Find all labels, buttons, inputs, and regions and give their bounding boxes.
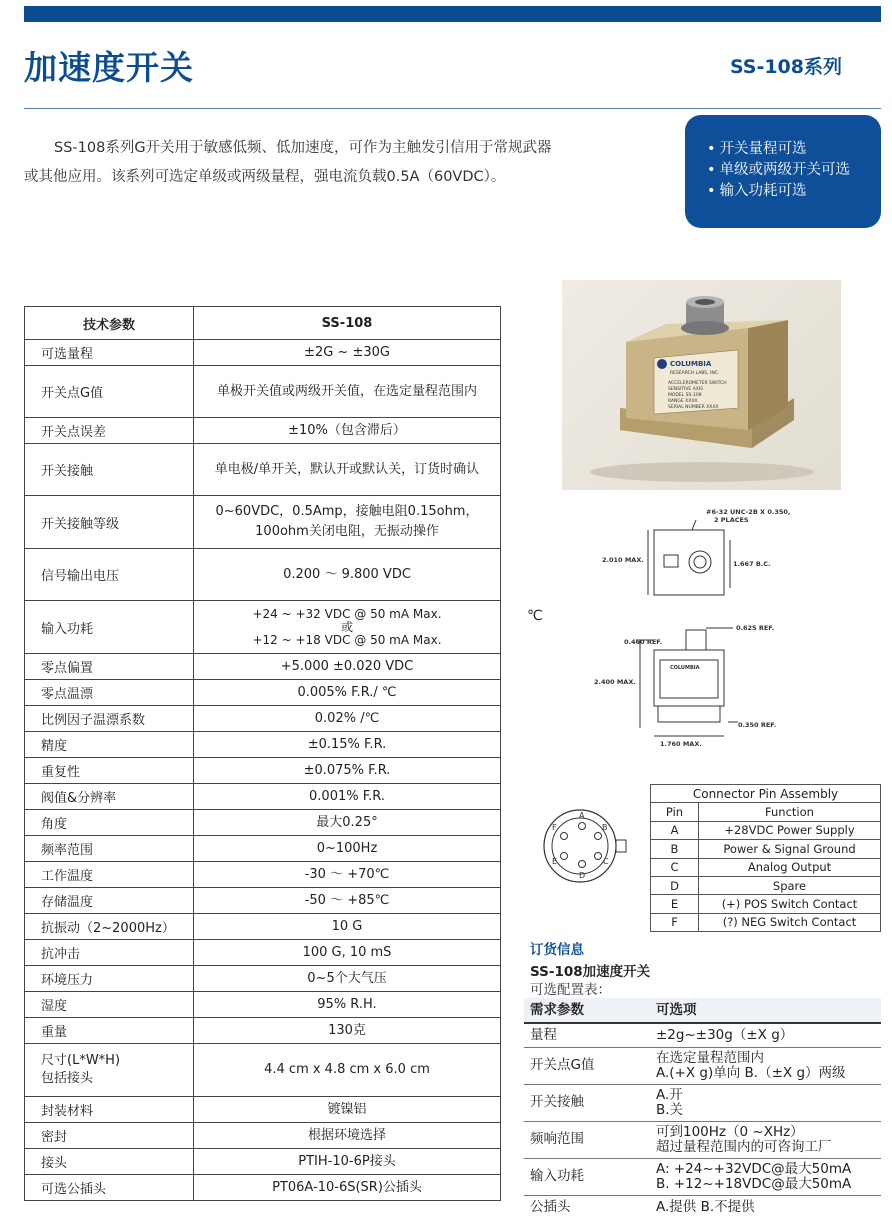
spec-value: +5.000 ±0.020 VDC (194, 654, 501, 680)
photo-brand-sub: RESEARCH LABS, INC. (670, 371, 720, 376)
order-key: 输入功耗 (524, 1158, 650, 1195)
spec-value: ±2G ~ ±30G (194, 340, 501, 366)
order-value-line: B.关 (656, 1101, 684, 1118)
order-value-line: B. +12~+18VDC@最大50mA (656, 1175, 852, 1192)
pin-label: F (552, 823, 557, 832)
function-cell: (+) POS Switch Contact (699, 895, 881, 913)
table-row (524, 1195, 881, 1218)
table-row (25, 706, 501, 732)
spec-key: 精度 (25, 732, 194, 758)
pin-table-header-row (651, 803, 881, 821)
spec-key: 开关点误差 (25, 418, 194, 444)
spec-value: 0.001% F.R. (194, 784, 501, 810)
table-row (25, 366, 501, 418)
spec-value: 镀镍铝 (194, 1097, 501, 1123)
order-header-param: 需求参数 (524, 998, 650, 1023)
table-row (25, 1123, 501, 1149)
pin-cell: F (651, 913, 699, 931)
order-key: 频响范围 (524, 1121, 650, 1158)
spec-key: 封装材料 (25, 1097, 194, 1123)
spec-key (25, 1044, 194, 1097)
dim-brand: COLUMBIA (670, 665, 700, 671)
photo-label-line: SENSITIVE AXIS (668, 387, 704, 392)
intro-line-2: 或其他应用。该系列可选定单级或两级量程，强电流负载0.5A（60VDC）。 (24, 169, 506, 185)
order-value-line: A.(+X g)单向 B.（±X g）两级 (656, 1064, 846, 1081)
table-row (25, 810, 501, 836)
connector-face-diagram (530, 800, 635, 900)
table-row (25, 758, 501, 784)
spec-value: 最大0.25° (194, 810, 501, 836)
spec-key-line: 包括接头 (41, 1071, 94, 1086)
table-row (651, 858, 881, 876)
intro-paragraph (24, 134, 654, 192)
spec-value: PTIH-10-6P接头 (194, 1149, 501, 1175)
spec-value: PT06A-10-6S(SR)公插头 (194, 1175, 501, 1201)
table-row (25, 1097, 501, 1123)
order-value: ±2g~±30g（±X g） (650, 1023, 881, 1047)
spec-header-row (25, 307, 501, 340)
spec-key: 可选量程 (25, 340, 194, 366)
table-row (524, 1158, 881, 1195)
pin-cell: D (651, 876, 699, 894)
table-row (25, 444, 501, 496)
dim-0350: 0.350 REF. (738, 721, 777, 729)
order-table (524, 998, 881, 1218)
order-key: 公插头 (524, 1195, 650, 1218)
pin-cell: A (651, 821, 699, 839)
spec-value: 100 G, 10 mS (194, 940, 501, 966)
spec-value-line: 或 (340, 619, 353, 634)
spec-key: 零点偏置 (25, 654, 194, 680)
pin-cell: C (651, 858, 699, 876)
order-subtitle: SS-108加速度开关 (530, 964, 651, 980)
order-key: 量程 (524, 1023, 650, 1047)
spec-value (194, 496, 501, 549)
order-title: 订货信息 (530, 942, 584, 958)
spec-value: 4.4 cm x 4.8 cm x 6.0 cm (194, 1044, 501, 1097)
spec-key: 零点温漂 (25, 680, 194, 706)
function-cell: Spare (699, 876, 881, 894)
spec-value: 130克 (194, 1018, 501, 1044)
dim-0625: 0.625 REF. (736, 624, 775, 632)
photo-label-line: RANGE XXXX (668, 399, 698, 404)
dim-1667: 1.667 B.C. (733, 560, 771, 568)
spec-value-line: 0~60VDC，0.5Amp，接触电阻0.15ohm， (215, 504, 479, 519)
function-cell: Power & Signal Ground (699, 840, 881, 858)
table-row (524, 1084, 881, 1121)
spec-key: 工作温度 (25, 862, 194, 888)
degree-symbol: ℃ (527, 608, 543, 624)
spec-value-line: +24 ~ +32 VDC @ 50 mA Max. (252, 606, 442, 621)
order-note: 可选配置表： (530, 982, 611, 998)
table-row (651, 913, 881, 931)
spec-key: 密封 (25, 1123, 194, 1149)
spec-key: 开关接触 (25, 444, 194, 496)
order-value-line: A.开 (656, 1086, 683, 1103)
spec-key: 开关接触等级 (25, 496, 194, 549)
function-cell: (?) NEG Switch Contact (699, 913, 881, 931)
accelerometer-switch-image (562, 280, 841, 490)
spec-value: ±10%（包含滞后） (194, 418, 501, 444)
pin-col-header: Pin (651, 803, 699, 821)
product-photo (562, 280, 841, 490)
table-row (25, 992, 501, 1018)
feature-item: • 开关量程可选 (707, 139, 881, 160)
connector-pin-table (650, 784, 881, 932)
spec-table (24, 306, 501, 1201)
spec-value: 0~100Hz (194, 836, 501, 862)
spec-value: 0.02% /℃ (194, 706, 501, 732)
table-row (25, 496, 501, 549)
photo-brand: COLUMBIA (670, 360, 712, 368)
table-row (25, 966, 501, 992)
table-row (524, 1047, 881, 1084)
features-box (685, 115, 881, 228)
spec-value: 10 G (194, 914, 501, 940)
photo-label-line: SERIAL NUMBER XXXX (668, 405, 719, 410)
spec-value: -50 ～ +85℃ (194, 888, 501, 914)
spec-key: 比例因子温漂系数 (25, 706, 194, 732)
order-key: 开关点G值 (524, 1047, 650, 1084)
spec-value: 0.005% F.R./ ℃ (194, 680, 501, 706)
spec-header-param: 技术参数 (25, 307, 194, 340)
spec-value: 0.200 ～ 9.800 VDC (194, 549, 501, 601)
order-value (650, 1158, 881, 1195)
order-value-line: 可到100Hz（0 ~XHz） (656, 1123, 804, 1140)
pin-cell: B (651, 840, 699, 858)
function-cell: +28VDC Power Supply (699, 821, 881, 839)
order-header-row (524, 998, 881, 1023)
table-row (651, 821, 881, 839)
table-row (25, 1149, 501, 1175)
spec-value: ±0.15% F.R. (194, 732, 501, 758)
spec-key: 输入功耗 (25, 601, 194, 654)
table-row (25, 601, 501, 654)
order-value (650, 1121, 881, 1158)
order-header-option: 可选项 (650, 998, 881, 1023)
order-value (650, 1047, 881, 1084)
table-row (25, 1175, 501, 1201)
table-row (25, 680, 501, 706)
spec-value: -30 ～ +70℃ (194, 862, 501, 888)
dimension-drawing (588, 500, 828, 755)
pin-table-caption-row (651, 785, 881, 803)
spec-key: 重复性 (25, 758, 194, 784)
dim-2400: 2.400 MAX. (594, 678, 636, 686)
table-row (651, 840, 881, 858)
order-value-line: 在选定量程范围内 (656, 1049, 764, 1066)
spec-key: 接头 (25, 1149, 194, 1175)
spec-value: 单电极/单开关，默认开或默认关，订货时确认 (194, 444, 501, 496)
dim-callout-places: 2 PLACES (714, 516, 749, 524)
table-row (25, 340, 501, 366)
table-row (524, 1023, 881, 1047)
pin-cell: E (651, 895, 699, 913)
spec-key-line: 尺寸(L*W*H) (41, 1053, 121, 1068)
spec-key: 阀值&分辨率 (25, 784, 194, 810)
feature-item: • 单级或两级开关可选 (707, 160, 881, 181)
table-row (25, 1044, 501, 1097)
order-value (650, 1084, 881, 1121)
spec-value: 根据环境选择 (194, 1123, 501, 1149)
intro-line-1: SS-108系列G开关用于敏感低频、低加速度，可作为主触发引信用于常规武器 (54, 140, 552, 156)
function-cell: Analog Output (699, 858, 881, 876)
table-row (651, 876, 881, 894)
table-row (25, 784, 501, 810)
pin-table-title: Connector Pin Assembly (651, 785, 881, 803)
pin-label: C (603, 857, 609, 866)
spec-key: 可选公插头 (25, 1175, 194, 1201)
spec-key: 湿度 (25, 992, 194, 1018)
order-value-line: A: +24~+32VDC@最大50mA (656, 1160, 852, 1177)
spec-value: 0~5个大气压 (194, 966, 501, 992)
spec-key: 频率范围 (25, 836, 194, 862)
order-value: A.提供 B.不提供 (650, 1195, 881, 1218)
spec-value: 95% R.H. (194, 992, 501, 1018)
header-divider (24, 108, 881, 109)
table-row (25, 1018, 501, 1044)
function-col-header: Function (699, 803, 881, 821)
spec-key: 环境压力 (25, 966, 194, 992)
pin-label: B (602, 823, 608, 832)
photo-label-line: ACCELEROMETER SWITCH (668, 381, 727, 386)
table-row (25, 940, 501, 966)
order-key: 开关接触 (524, 1084, 650, 1121)
table-row (25, 862, 501, 888)
spec-key: 角度 (25, 810, 194, 836)
dim-2010: 2.010 MAX. (602, 556, 644, 564)
page-title: 加速度开关 (24, 48, 194, 87)
table-row (25, 732, 501, 758)
spec-value-line: +12 ~ +18 VDC @ 50 mA Max. (252, 632, 442, 647)
spec-key: 存储温度 (25, 888, 194, 914)
order-value-line: 超过量程范围内的可咨询工厂 (656, 1138, 832, 1155)
table-row (651, 895, 881, 913)
table-row (25, 914, 501, 940)
spec-key: 重量 (25, 1018, 194, 1044)
table-row (25, 654, 501, 680)
spec-key: 抗振动（2~2000Hz） (25, 914, 194, 940)
pin-label: E (552, 857, 558, 866)
pin-label: A (579, 811, 585, 820)
photo-label-line: MODEL SS-108 (668, 393, 702, 398)
table-row (25, 549, 501, 601)
spec-value: ±0.075% F.R. (194, 758, 501, 784)
pin-label: D (579, 871, 586, 880)
spec-key: 信号输出电压 (25, 549, 194, 601)
spec-value: 单极开关值或两级开关值，在选定量程范围内 (194, 366, 501, 418)
dim-0460: 0.460 REF. (624, 638, 663, 646)
top-banner-bar (24, 6, 881, 22)
table-row (25, 836, 501, 862)
spec-key: 开关点G值 (25, 366, 194, 418)
series-label: SS-108系列 (729, 56, 842, 78)
spec-header-model: SS-108 (194, 307, 501, 340)
dim-callout-screw: #6-32 UNC-2B X 0.350, (706, 508, 791, 516)
feature-item: • 输入功耗可选 (707, 181, 881, 202)
table-row (25, 418, 501, 444)
dim-1760: 1.760 MAX. (660, 740, 702, 748)
table-row (524, 1121, 881, 1158)
table-row (25, 888, 501, 914)
spec-value (194, 601, 501, 654)
spec-key: 抗冲击 (25, 940, 194, 966)
spec-value-line: 100ohm关闭电阻，无振动操作 (255, 524, 439, 539)
